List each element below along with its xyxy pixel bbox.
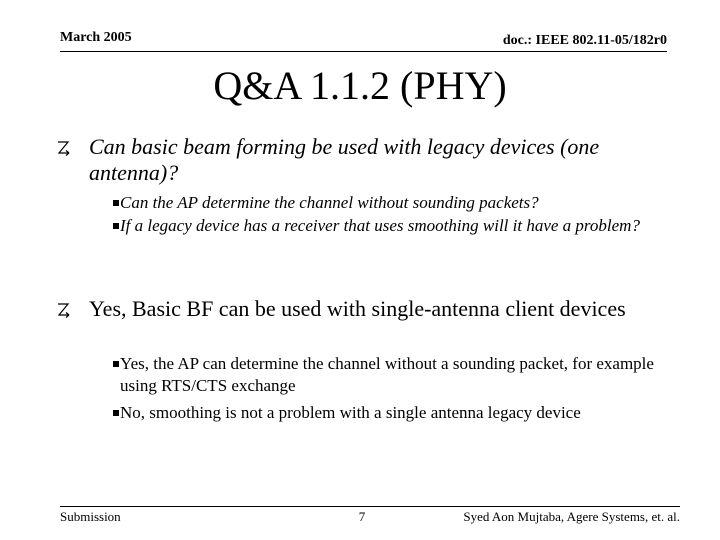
square-bullet-icon (113, 410, 119, 416)
sub-bullet-text: No, smoothing is not a problem with a single antenna legacy device (120, 403, 581, 422)
footer-authors: Syed Aon Mujtaba, Agere Systems, et. al. (463, 509, 680, 524)
header-doc-id: doc.: IEEE 802.11-05/182r0 (502, 33, 667, 48)
sub-bullet-text: Can the AP determine the channel without sounding packets? (120, 193, 539, 212)
footer-submission: Submission (60, 509, 121, 524)
sub-bullet (113, 353, 673, 397)
square-bullet-icon (113, 200, 119, 206)
sub-bullet-text: If a legacy device has a receiver that uses smoothing will it have a problem? (120, 216, 640, 235)
header-date: March 2005 (60, 30, 132, 45)
sub-bullet (113, 402, 673, 424)
bullet-question-text: Can basic beam forming be used with legacy devices (one antenna)? (89, 134, 600, 185)
bullet-question (55, 134, 675, 186)
bullet-answer-text: Yes, Basic BF can be used with single-antenna client devices (89, 296, 626, 321)
page-number: 7 (358, 509, 366, 524)
slide-title: Q&A 1.1.2 (PHY) (213, 63, 507, 108)
bullet-answer (55, 296, 675, 322)
square-bullet-icon (113, 223, 119, 229)
footer-divider (60, 506, 680, 507)
header-divider (60, 51, 667, 52)
sub-bullet (113, 192, 673, 214)
sub-bullet (113, 215, 673, 237)
z-arrow-bullet-icon (55, 134, 75, 160)
sub-bullet-text: Yes, the AP can determine the channel without a sounding packet, for example using RTS/CTS exchange (120, 354, 654, 395)
z-arrow-bullet-icon (55, 296, 75, 322)
square-bullet-icon (113, 361, 119, 367)
